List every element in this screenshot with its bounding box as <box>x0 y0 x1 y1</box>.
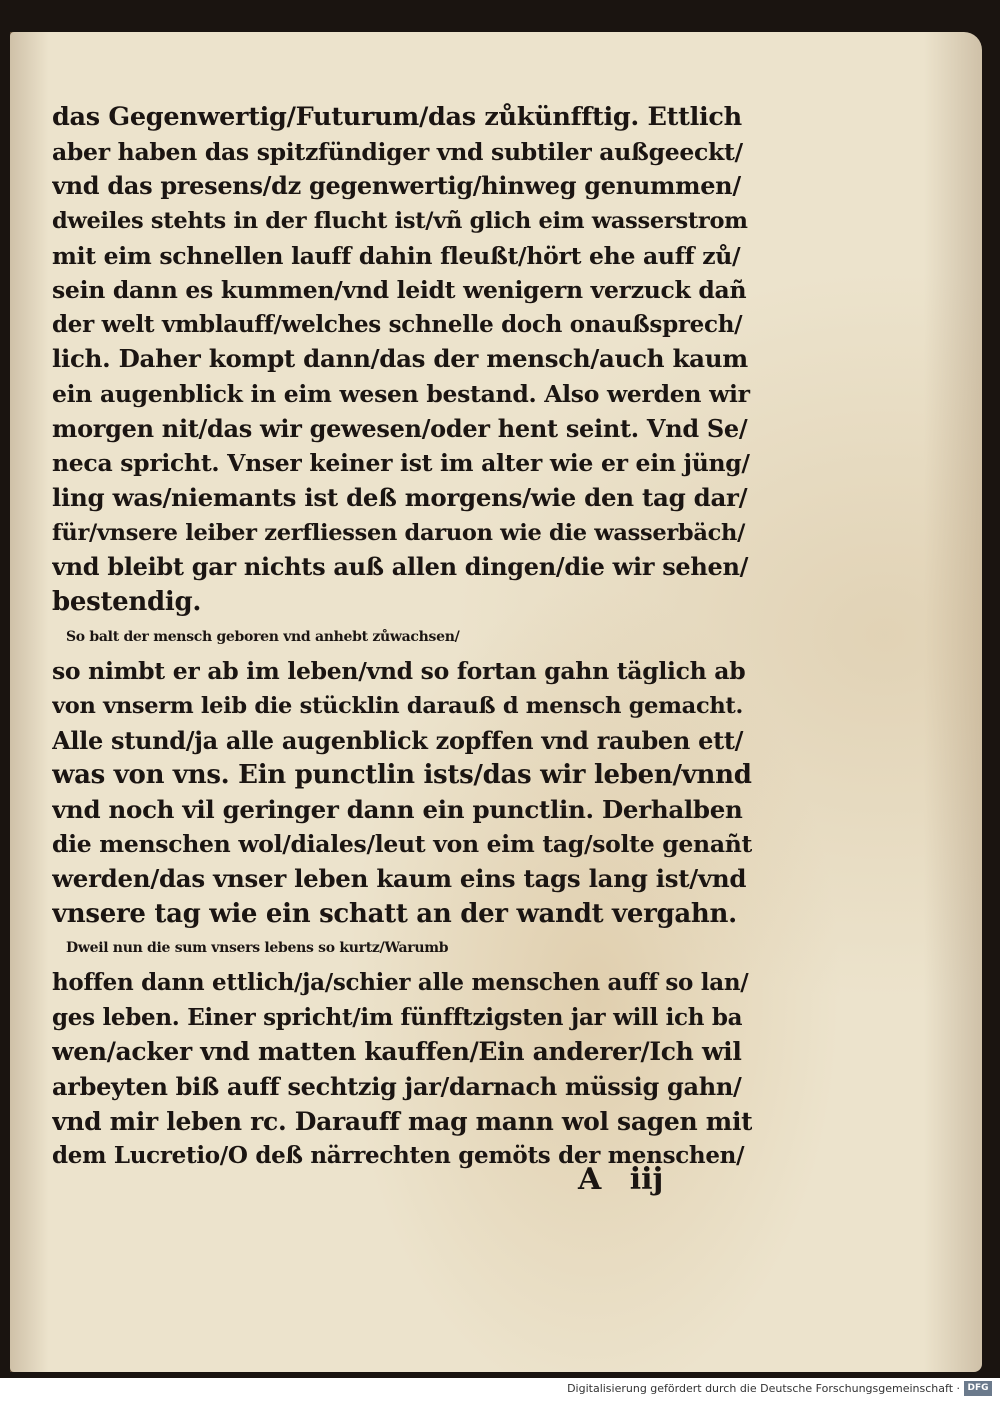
text-line: das Gegenwertig/Futurum/das zůkünfftig. Ettlich <box>52 102 742 132</box>
text-line: Alle stund/ja alle augenblick zopffen vnd rauben ett/ <box>52 725 744 755</box>
text-line: die menschen wol/diales/leut von eim tag/solte genañt <box>52 830 752 859</box>
text-line: vnd noch vil geringer dann ein punctlin. Derhalben <box>52 794 743 824</box>
text-line: vnsere tag wie ein schatt an der wandt vergahn. <box>52 898 737 929</box>
text-line: hoffen dann ettlich/ja/schier alle menschen auff so lan/ <box>52 969 749 997</box>
text-line: morgen nit/das wir gewesen/oder hent seint. Vnd Se/ <box>52 413 748 443</box>
text-line: vnd das presens/dz gegenwertig/hinweg genummen/ <box>52 171 741 201</box>
text-line: bestendig. <box>52 586 202 617</box>
text-line-paragraph-start: So balt der mensch geboren vnd anhebt zůwachsen/ <box>66 628 460 645</box>
digitization-footer <box>0 1378 1000 1401</box>
text-line: mit eim schnellen lauff dahin fleußt/hört ehe auff zů/ <box>52 241 741 270</box>
text-line: der welt vmblauff/welches schnelle doch onaußsprech/ <box>52 310 743 338</box>
text-line: vnd mir leben rc. Darauff mag mann wol sagen mit <box>52 1106 752 1136</box>
text-line: ges leben. Einer spricht/im fünfftzigsten jar will ich ba <box>52 1003 743 1031</box>
signature-mark: A iij <box>578 1162 664 1197</box>
footer-credit-text: Digitalisierung gefördert durch die Deutsche Forschungsgemeinschaft · <box>567 1382 960 1395</box>
text-line: ein augenblick in eim wesen bestand. Also werden wir <box>52 380 750 409</box>
text-line: vnd bleibt gar nichts auß allen dingen/die wir sehen/ <box>52 552 749 582</box>
text-line: wen/acker vnd matten kauffen/Ein anderer/Ich wil <box>52 1037 742 1067</box>
text-line: was von vns. Ein punctlin ists/das wir leben/vnnd <box>52 760 752 791</box>
text-line: von vnserm leib die stücklin darauß d mensch gemacht. <box>52 692 744 719</box>
page-text <box>52 100 752 1174</box>
text-line: aber haben das spitzfündiger vnd subtiler außgeeckt/ <box>52 137 743 166</box>
dfg-logo: DFG <box>964 1381 992 1396</box>
text-line: dem Lucretio/O deß närrechten gemöts der menschen/ <box>52 1142 745 1170</box>
text-line: werden/das vnser leben kaum eins tags lang ist/vnd <box>52 864 747 894</box>
text-line: neca spricht. Vnser keiner ist im alter wie er ein jüng/ <box>52 449 750 478</box>
text-line: dweiles stehts in der flucht ist/vñ glich eim wasserstrom <box>52 207 748 234</box>
text-line: lich. Daher kompt dann/das der mensch/auch kaum <box>52 344 748 374</box>
text-line: so nimbt er ab im leben/vnd so fortan gahn täglich ab <box>52 657 746 686</box>
text-line: sein dann es kummen/vnd leidt wenigern verzuck dañ <box>52 276 747 305</box>
text-line: für/vnsere leiber zerfliessen daruon wie die wasserbäch/ <box>52 519 746 546</box>
text-line-paragraph-start: Dweil nun die sum vnsers lebens so kurtz/Warumb <box>66 940 449 957</box>
text-line: arbeyten biß auff sechtzig jar/darnach müssig gahn/ <box>52 1071 742 1101</box>
text-line: ling was/niemants ist deß morgens/wie den tag dar/ <box>52 483 748 513</box>
